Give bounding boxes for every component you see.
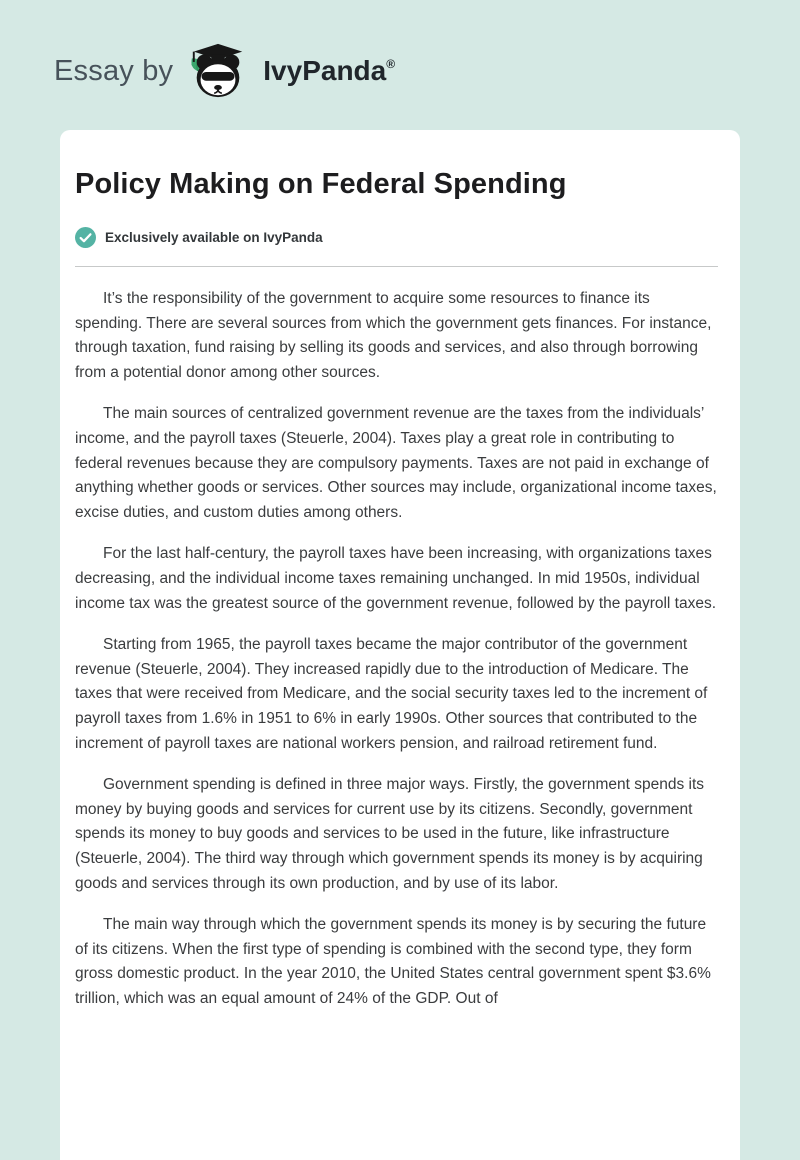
- registered-trademark: ®: [386, 57, 396, 71]
- essay-body: [75, 287, 718, 1012]
- essay-card: [60, 130, 740, 1160]
- availability-row: [75, 227, 718, 248]
- divider: [75, 266, 718, 267]
- page-header: [0, 0, 800, 102]
- brand-name: IvyPanda: [263, 55, 387, 86]
- check-icon: [75, 227, 96, 248]
- essay-paragraph: For the last half-century, the payroll taxes have been increasing, with organizations taxes decreasing, and the individual income taxes remaining unchanged. In mid 1950s, individual income tax was the greatest source of the government revenue, followed by the payroll taxes.: [75, 545, 717, 612]
- essay-paragraph: The main sources of centralized government revenue are the taxes from the individuals’ income, and the payroll taxes (Steuerle, 2004). Taxes play a great role in contributing to federal revenues because they are compulsory payments. Taxes are not paid in exchange of anything whether goods or services. Other sources may include, organizational income taxes, excise duties, and custom duties among others.: [75, 405, 717, 522]
- essay-paragraph: The main way through which the government spends its money is by securing the future of its citizens. When the first type of spending is combined with the second type, they form gross domestic product. In the year 2010, the United States central government spent $3.6% trillion, which was an equal amount of 24% of the GDP. Out of: [75, 915, 711, 1008]
- availability-label: Exclusively available on IvyPanda: [105, 230, 323, 245]
- essay-by-label: Essay by: [54, 54, 174, 87]
- ivypanda-panda-logo-icon: [187, 40, 249, 102]
- essay-paragraph: Starting from 1965, the payroll taxes became the major contributor of the government revenue (Steuerle, 2004). They increased rapidly due to the introduction of Medicare. The taxes that were received from Medicare, and the social security taxes led to the increment of payroll taxes from 1.6% in 1951 to 6% in early 1990s. Other sources that contributed to the increment of payroll taxes are national workers pension, and railroad retirement fund.: [75, 635, 708, 752]
- essay-paragraph: Government spending is defined in three major ways. Firstly, the government spends its money by buying goods and services for current use by its citizens. Secondly, government spends its money to buy goods and services to be used in the future, like infrastructure (Steuerle, 2004). The third way through which government spends its money is by acquiring goods and services through its own production, and by use of its labor.: [75, 775, 705, 892]
- page-title: Policy Making on Federal Spending: [75, 168, 567, 200]
- essay-paragraph: It’s the responsibility of the government to acquire some resources to finance its spending. There are several sources from which the government gets finances. For instance, through taxation, fund raising by selling its goods and services, and also through borrowing from a potential donor among other sources.: [75, 290, 712, 382]
- brand-wordmark: [263, 55, 395, 87]
